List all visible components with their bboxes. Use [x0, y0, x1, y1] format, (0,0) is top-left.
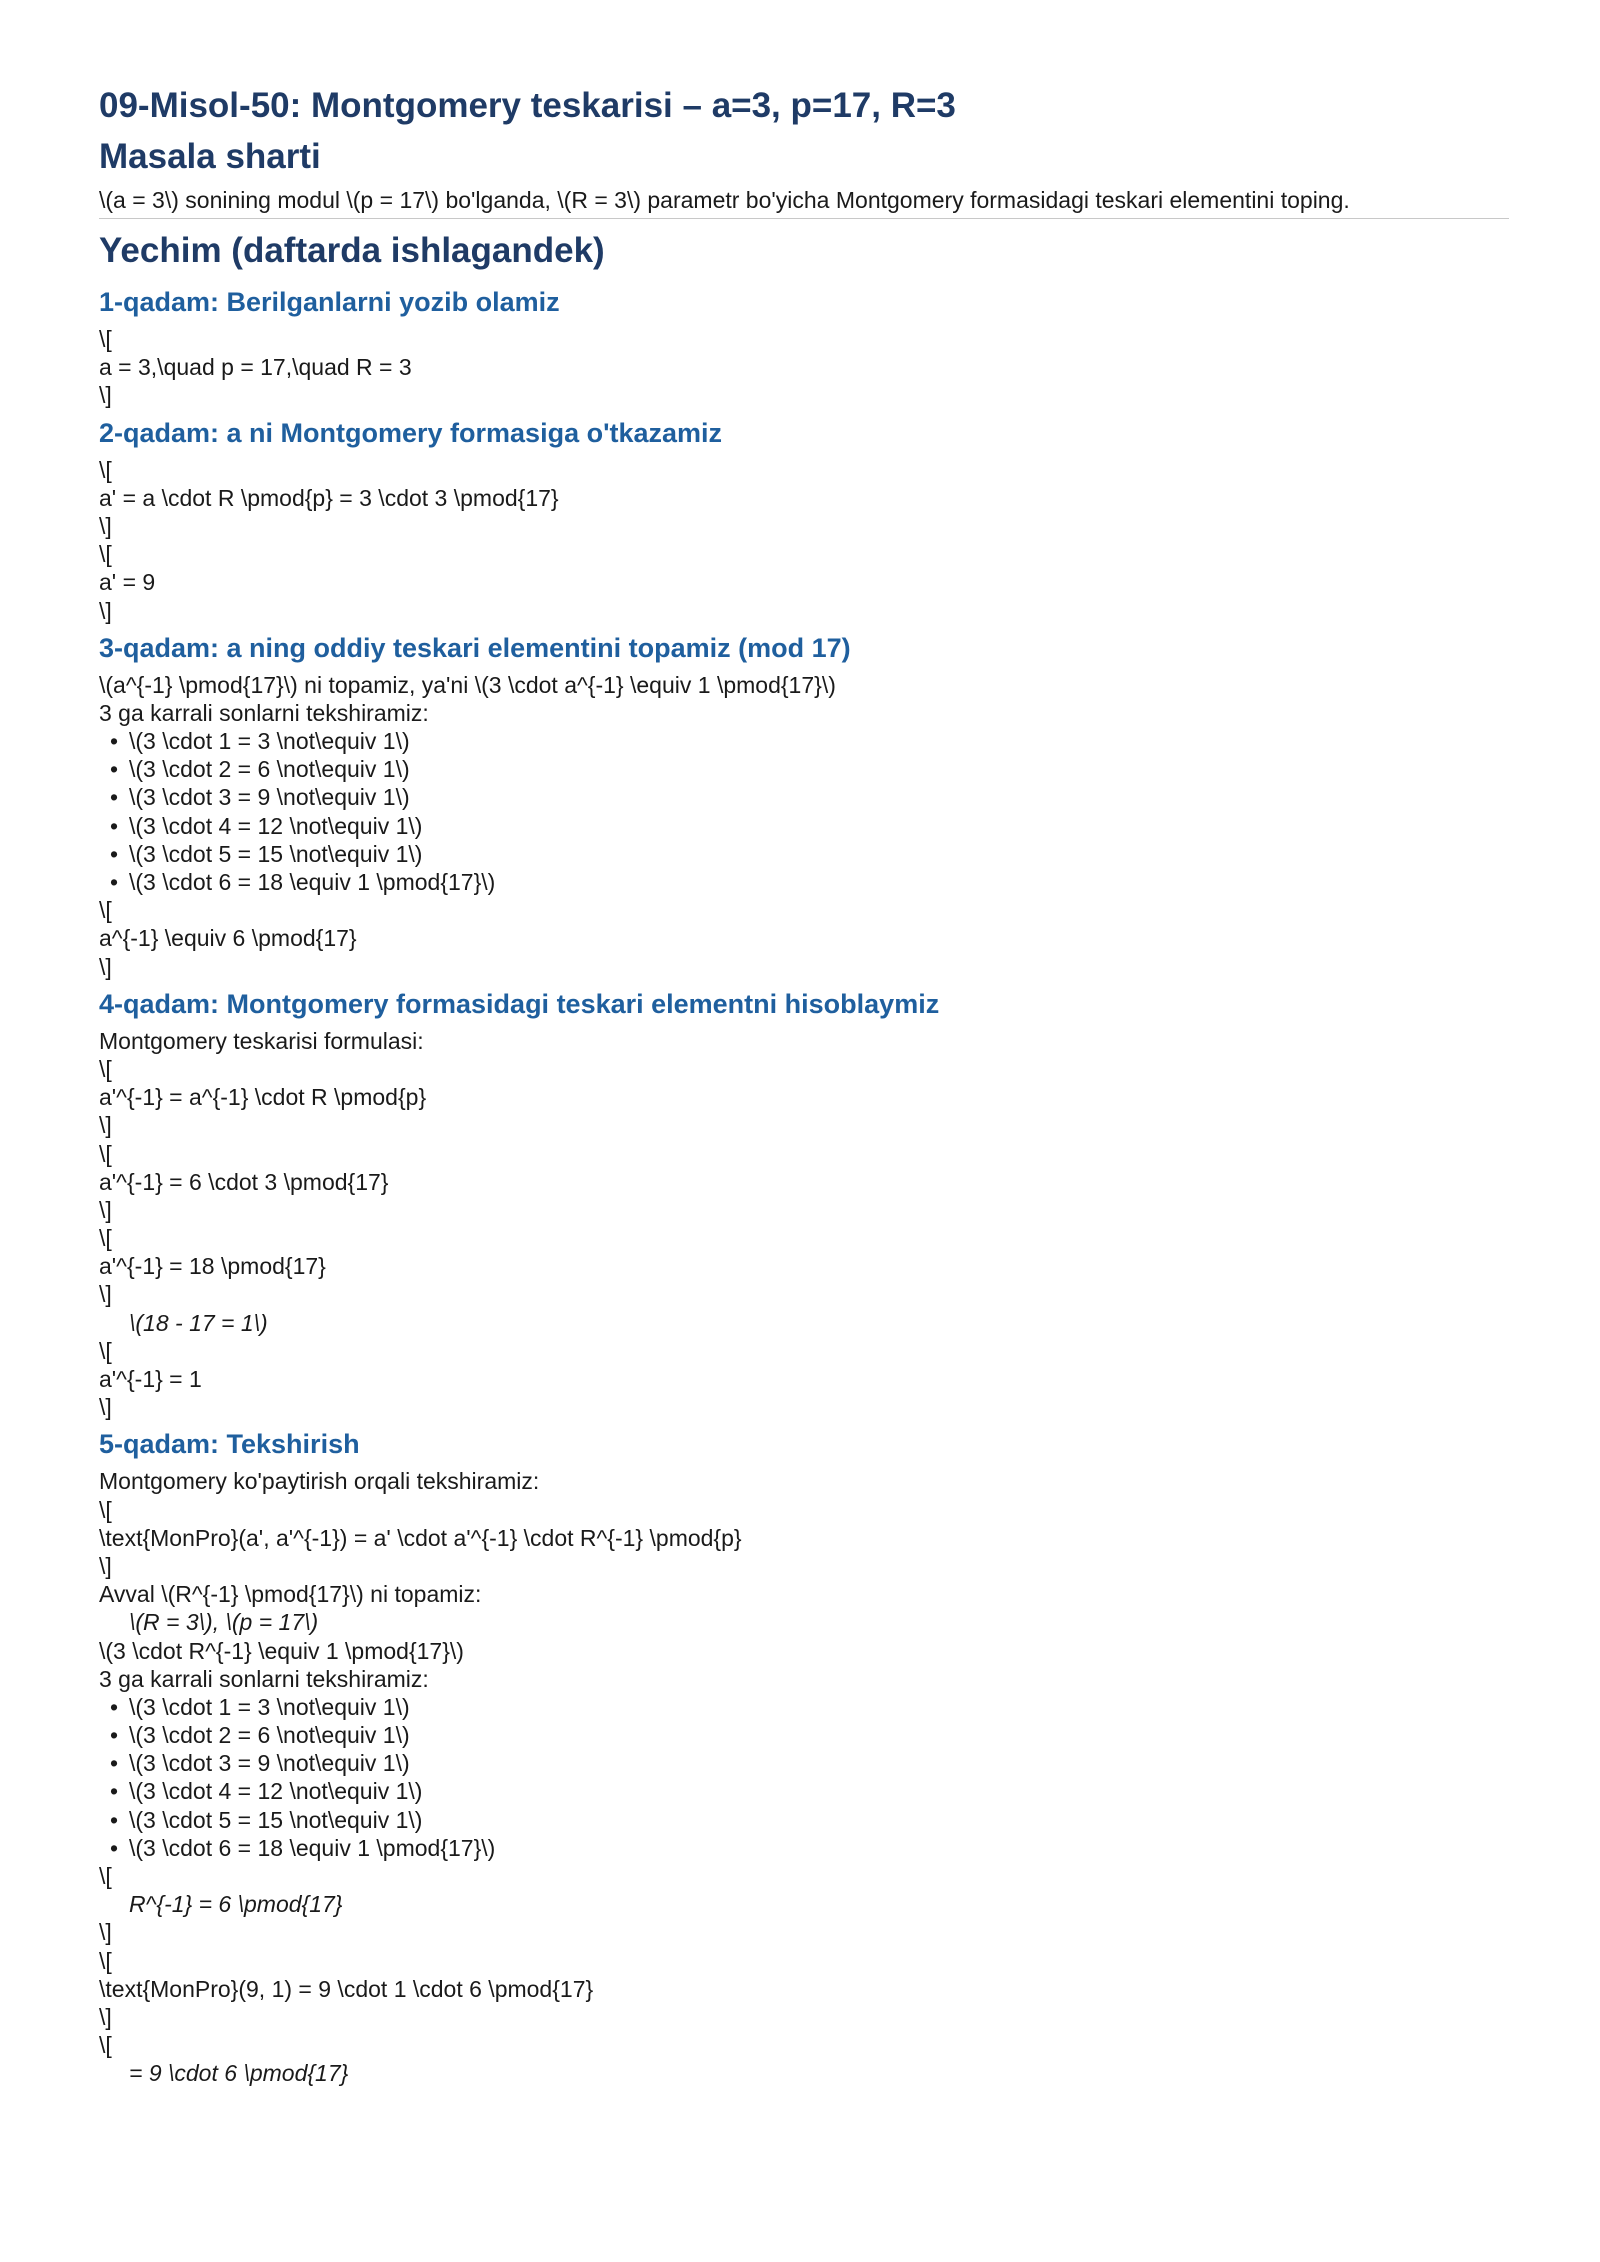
math-line: \[ — [99, 1947, 112, 1974]
text-line: Avval \(R^{-1} \pmod{17}\) ni topamiz: — [99, 1581, 482, 1608]
bullet-marker: • — [110, 1722, 119, 1749]
math-line: \[ — [99, 1140, 112, 1167]
math-line: \] — [99, 1919, 112, 1946]
list-item-text: \(3 \cdot 1 = 3 \not\equiv 1\) — [129, 1693, 410, 1720]
math-line: \] — [99, 2003, 112, 2030]
math-line: \(3 \cdot R^{-1} \equiv 1 \pmod{17}\) — [99, 1637, 464, 1664]
section-heading-yechim: Yechim (daftarda ishlagandek) — [99, 231, 605, 270]
bullet-marker: • — [110, 1834, 119, 1861]
math-line: a' = a \cdot R \pmod{p} = 3 \cdot 3 \pmod{17} — [99, 484, 559, 511]
math-line: \[ — [99, 326, 112, 352]
math-line: a' = 9 — [99, 569, 156, 596]
math-line: \[ — [99, 2032, 112, 2059]
bullet-marker: • — [110, 784, 119, 811]
math-line: \] — [99, 1112, 112, 1139]
bullet-marker: • — [110, 1693, 119, 1720]
bullet-marker: • — [110, 812, 119, 839]
bullet-marker: • — [110, 1778, 119, 1805]
section-heading-masala: Masala sharti — [99, 137, 321, 176]
step-heading: 4-qadam: Montgomery formasidagi teskari elementni hisoblaymiz — [99, 988, 940, 1019]
list-item-text: \(3 \cdot 3 = 9 \not\equiv 1\) — [129, 784, 410, 811]
math-line: \text{MonPro}(a', a'^{-1}) = a' \cdot a'^{-1} \cdot R^{-1} \pmod{p} — [99, 1524, 742, 1551]
bullet-marker: • — [110, 1806, 119, 1833]
problem-statement: \(a = 3\) sonining modul \(p = 17\) bo'lganda, \(R = 3\) parametr bo'yicha Montgomery formasidagi teskari elementini toping. — [99, 182, 1509, 219]
math-line: \] — [99, 597, 112, 624]
text-line: 3 ga karrali sonlarni tekshiramiz: — [99, 1665, 429, 1692]
list-item — [99, 727, 1509, 755]
step-heading: 3-qadam: a ning oddiy teskari elementini topamiz (mod 17) — [99, 632, 851, 663]
document-title: 09-Misol-50: Montgomery teskarisi – a=3, p=17, R=3 — [99, 86, 956, 125]
math-line: a'^{-1} = 18 \pmod{17} — [99, 1253, 326, 1280]
math-line: \] — [99, 1281, 112, 1308]
list-item — [99, 1693, 1509, 1721]
math-line: \[ — [99, 541, 112, 568]
list-item — [99, 812, 1509, 840]
list-item-text: \(3 \cdot 5 = 15 \not\equiv 1\) — [129, 1806, 423, 1833]
math-line: \[ — [99, 1496, 112, 1523]
bullet-marker: • — [110, 728, 119, 755]
list-item-text: \(3 \cdot 5 = 15 \not\equiv 1\) — [129, 840, 423, 867]
math-line: \] — [99, 1552, 112, 1579]
list-item — [99, 1721, 1509, 1749]
math-line: \] — [99, 512, 112, 539]
step-heading: 5-qadam: Tekshirish — [99, 1429, 360, 1460]
step-heading: 1-qadam: Berilganlarni yozib olamiz — [99, 287, 560, 317]
math-line: \] — [99, 953, 112, 980]
math-line: \[ — [99, 1055, 112, 1082]
list-item-text: \(3 \cdot 1 = 3 \not\equiv 1\) — [129, 728, 410, 755]
list-item — [99, 868, 1509, 896]
bullet-marker: • — [110, 756, 119, 783]
list-item — [99, 1806, 1509, 1834]
math-line: \[ — [99, 897, 112, 924]
list-item-text: \(3 \cdot 4 = 12 \not\equiv 1\) — [129, 1778, 423, 1805]
math-line: a^{-1} \equiv 6 \pmod{17} — [99, 925, 357, 952]
bullet-marker: • — [110, 1750, 119, 1777]
text-line: 3 ga karrali sonlarni tekshiramiz: — [99, 699, 429, 726]
math-line: \] — [99, 382, 112, 409]
math-line: \[ — [99, 1225, 112, 1252]
math-line: \[ — [99, 1337, 112, 1364]
text-line: \(a^{-1} \pmod{17}\) ni topamiz, ya'ni \(3 \cdot a^{-1} \equiv 1 \pmod{17}\) — [99, 671, 836, 698]
text-line: Montgomery ko'paytirish orqali tekshiramiz: — [99, 1468, 540, 1495]
list-item-text: \(3 \cdot 6 = 18 \equiv 1 \pmod{17}\) — [129, 869, 496, 895]
bullet-marker: • — [110, 869, 119, 895]
bullet-marker: • — [110, 840, 119, 867]
list-item — [99, 1777, 1509, 1805]
list-item — [99, 840, 1509, 868]
list-item-text: \(3 \cdot 3 = 9 \not\equiv 1\) — [129, 1750, 410, 1777]
step-heading: 2-qadam: a ni Montgomery formasiga o'tkazamiz — [99, 417, 723, 448]
list-item-text: \(3 \cdot 2 = 6 \not\equiv 1\) — [129, 1722, 410, 1749]
document-content — [99, 80, 1509, 2088]
math-line: a'^{-1} = a^{-1} \cdot R \pmod{p} — [99, 1084, 427, 1111]
list-item — [99, 755, 1509, 783]
text-line: Montgomery teskarisi formulasi: — [99, 1027, 424, 1054]
math-line: a = 3,\quad p = 17,\quad R = 3 — [99, 354, 412, 381]
math-note: \(R = 3\), \(p = 17\) — [129, 1609, 319, 1636]
math-line: a'^{-1} = 6 \cdot 3 \pmod{17} — [99, 1168, 389, 1195]
list-item-text: \(3 \cdot 4 = 12 \not\equiv 1\) — [129, 812, 423, 839]
math-note: \(18 - 17 = 1\) — [129, 1309, 268, 1336]
math-line: \] — [99, 1394, 112, 1421]
math-line: \text{MonPro}(9, 1) = 9 \cdot 1 \cdot 6 \pmod{17} — [99, 1975, 594, 2002]
list-item-text: \(3 \cdot 6 = 18 \equiv 1 \pmod{17}\) — [129, 1834, 496, 1861]
list-item — [99, 1834, 1509, 1862]
math-line-italic: = 9 \cdot 6 \pmod{17} — [129, 2060, 349, 2087]
list-item — [99, 1749, 1509, 1777]
math-line: \[ — [99, 456, 112, 483]
list-item — [99, 783, 1509, 811]
list-item-text: \(3 \cdot 2 = 6 \not\equiv 1\) — [129, 756, 410, 783]
math-line: a'^{-1} = 1 — [99, 1366, 202, 1392]
math-line-italic: R^{-1} = 6 \pmod{17} — [129, 1891, 343, 1918]
math-line: \] — [99, 1196, 112, 1223]
math-line: \[ — [99, 1863, 112, 1889]
